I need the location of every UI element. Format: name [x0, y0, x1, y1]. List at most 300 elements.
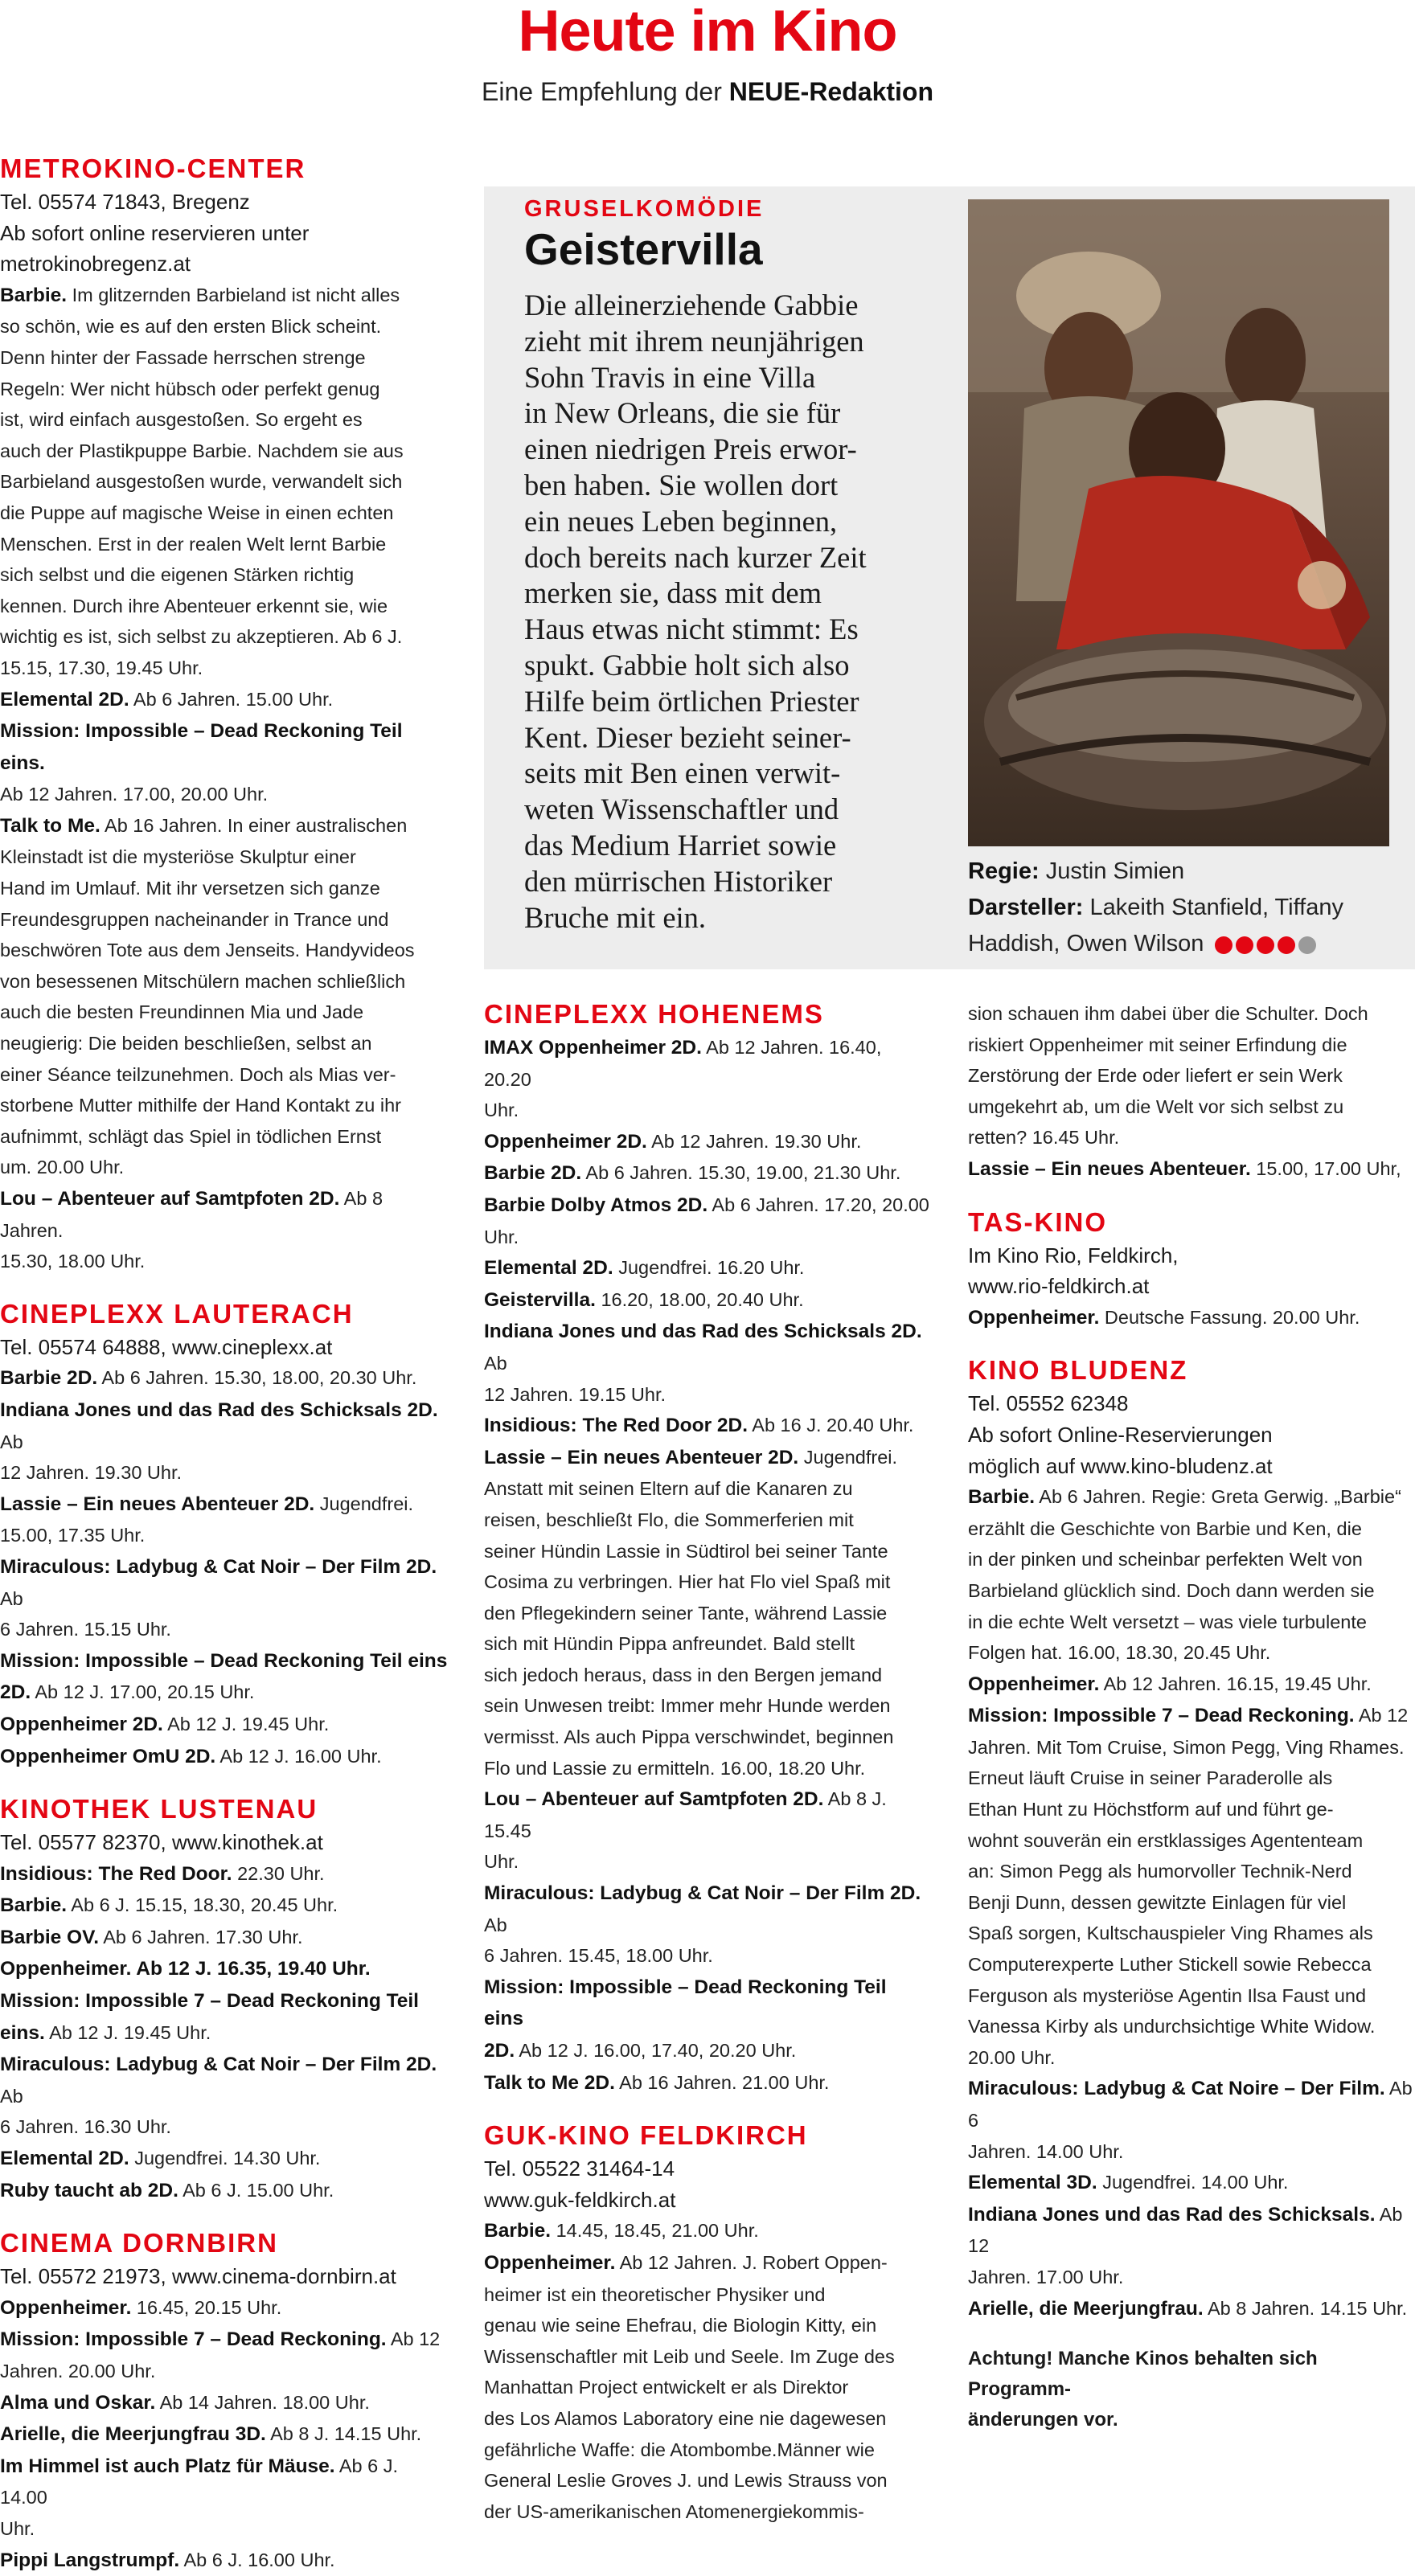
program-line — [0, 529, 450, 560]
feature-description — [524, 288, 926, 936]
program-line — [484, 1940, 931, 1972]
program-details: Wissenschaftler mit Leib und Seele. Im Zuge des — [484, 2345, 895, 2367]
program-line — [0, 2049, 450, 2111]
director-label: Regie: — [968, 858, 1040, 884]
program-line — [484, 2067, 931, 2099]
movie-title: Oppenheimer. — [484, 2251, 616, 2274]
program-details: Ab 12 — [968, 2203, 1403, 2257]
feature-credits — [968, 854, 1402, 963]
movie-title: Lassie – Ein neues Abenteuer. — [968, 1157, 1251, 1180]
program-details: Uhr. — [484, 1100, 519, 1121]
program-line — [484, 2310, 931, 2341]
cinema-name: KINOTHEK LUSTENAU — [0, 1794, 318, 1824]
program-details: Cosima zu verbringen. Hier hat Flo viel Spaß mit — [484, 1571, 891, 1593]
program-line — [968, 1091, 1415, 1123]
movie-title: Barbie. — [0, 284, 68, 306]
program-details: von besessenen Mitschülern machen schließlich — [0, 970, 406, 992]
program-line — [968, 2042, 1415, 2074]
program-details: beschwören Tote aus dem Jenseits. Handyvideos — [0, 940, 415, 961]
feature-title: Geistervilla — [524, 224, 763, 274]
program-details: sein Unwesen treibt: Immer mehr Hunde werden — [484, 1695, 891, 1717]
program-line — [968, 1122, 1415, 1153]
program-line — [484, 1032, 931, 1095]
program-details: Kleinstadt ist die mysteriöse Skulptur einer — [0, 846, 356, 868]
program-line — [484, 1628, 931, 1660]
program-details: die Puppe auf magische Weise in einen echten — [0, 502, 394, 523]
program-details: Ab 12 Jahren. 19.30 Uhr. — [646, 1130, 862, 1152]
movie-title: Barbie Dolby Atmos 2D. — [484, 1194, 708, 1216]
movie-title: Lou – Abenteuer auf Samtpfoten 2D. — [0, 1188, 340, 1210]
program-line — [484, 2247, 931, 2279]
movie-title: Elemental 3D. — [968, 2172, 1097, 2194]
movie-title: Elemental 2D. — [0, 2148, 129, 2170]
movie-title: Talk to Me. — [0, 814, 100, 837]
program-line — [968, 2199, 1415, 2262]
program-line — [0, 779, 450, 810]
movie-title: IMAX Oppenheimer 2D. — [484, 1037, 702, 1059]
program-line — [0, 1645, 450, 1677]
movie-title: 2D. — [0, 1681, 31, 1704]
program-details: Ab — [0, 1587, 23, 1609]
program-details: Uhr. — [484, 1226, 519, 1247]
program-details: wohnt souverän ein erstklassiges Agententeam — [968, 1829, 1364, 1851]
rating-dot-filled — [1278, 936, 1295, 954]
program-line — [484, 1536, 931, 1567]
column-left — [0, 153, 450, 2576]
program-details: Uhr. — [0, 2517, 35, 2539]
section-gap — [0, 2206, 450, 2227]
program-line — [484, 2341, 931, 2373]
movie-title: Geistervilla. — [484, 1288, 596, 1311]
cinema-info: Ab sofort Online-Reservierungen — [968, 1422, 1273, 1447]
program-details: Ab 12 Jahren. 17.00, 20.00 Uhr. — [0, 784, 269, 805]
program-details: vermisst. Als auch Pippa verschwindet, beginnen — [484, 1726, 894, 1748]
program-details: reisen, beschließt Flo, die Sommerferien mit — [484, 1509, 854, 1530]
program-line — [968, 1825, 1415, 1857]
movie-title: Arielle, die Meerjungfrau 3D. — [0, 2423, 266, 2446]
cinema-info: möglich auf www.kino-bludenz.at — [968, 1453, 1273, 1478]
program-line — [0, 1362, 450, 1394]
program-line — [484, 1753, 931, 1784]
feature-description-line: Hilfe beim örtlichen Priester — [524, 684, 859, 718]
cinema-info: Tel. 05577 82370, www.kinothek.at — [0, 1830, 323, 1855]
program-line — [968, 2073, 1415, 2136]
cast-label: Darsteller: — [968, 895, 1084, 920]
program-details: Ab — [484, 1352, 507, 1374]
program-line — [0, 1741, 450, 1773]
program-details: aufnimmt, schlägt das Spiel in tödlichen Ernst — [0, 1125, 382, 1147]
page-title: Heute im Kino — [518, 0, 897, 63]
movie-title: Oppenheimer 2D. — [484, 1130, 647, 1153]
cinema-name: TAS-KINO — [968, 1206, 1108, 1237]
movie-title: Elemental 2D. — [484, 1257, 613, 1280]
program-details: sion schauen ihm dabei über die Schulter. Doch — [968, 1003, 1368, 1024]
movie-title: Miraculous: Ladybug & Cat Noire – Der Film. — [968, 2078, 1385, 2100]
program-line — [968, 1060, 1415, 1091]
column-middle — [484, 998, 931, 2527]
program-details: Manhattan Project entwickelt er als Direktor — [484, 2377, 849, 2398]
movie-title: eins. — [0, 2021, 45, 2044]
program-details: Ab 16 Jahren. 21.00 Uhr. — [614, 2071, 830, 2093]
program-details: Barbieland glücklich sind. Doch dann werden sie — [968, 1579, 1375, 1601]
program-line — [0, 280, 450, 312]
program-details: seiner Hündin Lassie in Südtirol bei seiner Tante — [484, 1540, 888, 1562]
program-line — [484, 1722, 931, 1753]
program-line — [0, 1489, 450, 1521]
program-details: Regeln: Wer nicht hübsch oder perfekt genug — [0, 378, 380, 399]
program-details: Ferguson als mysteriöse Agentin Ilsa Faust und — [968, 1984, 1367, 2006]
program-line — [0, 997, 450, 1028]
movie-title: Barbie 2D. — [484, 1162, 582, 1185]
program-line — [0, 842, 450, 873]
program-line — [0, 404, 450, 436]
cast-line — [968, 890, 1402, 926]
program-details: Jugendfrei. — [314, 1493, 414, 1514]
program-details: so schön, wie es auf den ersten Blick scheint. — [0, 316, 382, 338]
program-line — [484, 2279, 931, 2311]
program-line — [484, 1690, 931, 1722]
program-line — [0, 1246, 450, 1277]
movie-title: Miraculous: Ladybug & Cat Noir – Der Film 2D. — [0, 2054, 437, 2076]
program-line — [968, 1481, 1415, 1513]
program-details: Ab — [484, 1914, 507, 1935]
program-details: Ab 6 Jahren. Regie: Greta Gerwig. „Barbie“ — [1035, 1486, 1401, 1508]
rating-dot-filled — [1215, 936, 1232, 954]
program-details: Ab 12 Jahren. 16.40, 20.20 — [484, 1037, 882, 1090]
movie-title: Arielle, die Meerjungfrau. — [968, 2297, 1204, 2320]
section-gap — [484, 2099, 931, 2119]
program-details: Ab 8 J. 14.15 Uhr. — [265, 2423, 422, 2445]
program-line — [968, 2293, 1415, 2325]
program-details: Ab 6 Jahren. 17.30 Uhr. — [99, 1926, 303, 1947]
program-details: Ab 16 Jahren. In einer australischen — [100, 814, 408, 836]
program-details: Ab 12 — [386, 2328, 441, 2350]
program-details: sich mit Hündin Pippa anfreundet. Bald stellt — [484, 1633, 855, 1655]
program-details: den Pflegekindern seiner Tante, während Lassie — [484, 1602, 888, 1624]
movie-title: Miraculous: Ladybug & Cat Noir – Der Film 2D. — [0, 1555, 437, 1578]
program-line — [0, 2175, 450, 2207]
program-line — [484, 2403, 931, 2435]
section-gap — [968, 1186, 1415, 1206]
program-line — [484, 2215, 931, 2247]
program-line — [968, 2136, 1415, 2168]
program-details: Ab 6 Jahren. 15.30, 18.00, 20.30 Uhr. — [97, 1367, 417, 1389]
program-details: sich jedoch heraus, dass in den Bergen jemand — [484, 1664, 883, 1685]
program-line — [968, 2011, 1415, 2042]
program-details: Jugendfrei. 16.20 Uhr. — [613, 1257, 805, 1279]
program-line — [968, 1637, 1415, 1669]
feature-description-line: seits mit Ben einen verwit- — [524, 756, 841, 790]
cinema-info: Tel. 05572 21973, www.cinema-dornbirn.at — [0, 2264, 396, 2289]
program-details: Ab 6 — [968, 2078, 1413, 2131]
feature-description-line: Sohn Travis in eine Villa — [524, 360, 816, 394]
program-line — [968, 1544, 1415, 1575]
program-details: 15.15, 17.30, 19.45 Uhr. — [0, 657, 203, 678]
program-line — [484, 1566, 931, 1598]
movie-title: Oppenheimer 2D. — [0, 1713, 163, 1735]
program-line — [484, 1252, 931, 1284]
program-line — [484, 1878, 931, 1940]
movie-title: Mission: Impossible 7 – Dead Reckoning. — [968, 1705, 1355, 1727]
program-line — [484, 1410, 931, 1442]
program-details: Benji Dunn, dessen gewitzte Einlagen für viel — [968, 1891, 1347, 1913]
program-details: Deutsche Fassung. 20.00 Uhr. — [1099, 1306, 1360, 1328]
movie-title: 2D. — [484, 2040, 515, 2062]
cinema-info: www.rio-feldkirch.at — [968, 1274, 1150, 1299]
movie-title: Lassie – Ein neues Abenteuer 2D. — [484, 1446, 799, 1468]
program-details: heimer ist ein theoretischer Physiker und — [484, 2283, 826, 2305]
program-line — [0, 621, 450, 653]
program-line — [968, 1030, 1415, 1061]
program-line — [0, 1457, 450, 1489]
program-line — [0, 1520, 450, 1551]
feature-description-line: spukt. Gabbie holt sich also — [524, 648, 850, 682]
program-details: Vanessa Kirby als undurchsichtige White Widow. — [968, 2016, 1376, 2037]
program-details: Zerstörung der Erde oder liefert er sein Werk — [968, 1065, 1343, 1087]
movie-title: Indiana Jones und das Rad des Schicksals. — [968, 2203, 1376, 2226]
program-details: ist, wird einfach ausgestoßen. So ergeht es — [0, 409, 363, 431]
movie-title: Oppenheimer OmU 2D. — [0, 1745, 216, 1767]
program-details: einer Séance teilzunehmen. Doch als Mias ver- — [0, 1063, 396, 1085]
program-line — [0, 2451, 450, 2513]
program-details: 6 Jahren. 16.30 Uhr. — [0, 2116, 171, 2138]
program-line — [0, 1614, 450, 1645]
program-line — [0, 466, 450, 498]
feature-description-line: Haus etwas nicht stimmt: Es — [524, 612, 859, 646]
program-line — [484, 2496, 931, 2528]
program-line — [0, 684, 450, 716]
program-line — [0, 374, 450, 405]
movie-title: Barbie. — [968, 1486, 1036, 1509]
program-line — [0, 498, 450, 529]
feature-description-line: den mürrischen Historiker — [524, 864, 833, 898]
program-details: Ab 8 J. 15.45 — [484, 1788, 887, 1841]
program-details: Menschen. Erst in der realen Welt lernt Barbie — [0, 533, 387, 555]
notice-line: Achtung! Manche Kinos behalten sich Programm- — [968, 2348, 1318, 2401]
program-details: Computerexperte Luther Stickell sowie Rebecca — [968, 1954, 1372, 1976]
cinema-info: metrokinobregenz.at — [0, 252, 191, 276]
program-details: erzählt die Geschichte von Barbie und Ken, die — [968, 1517, 1362, 1539]
program-details: an: Simon Pegg als humorvoller Technik-Nerd — [968, 1861, 1352, 1882]
rating-dot-filled — [1236, 936, 1253, 954]
feature-description-line: doch bereits nach kurzer Zeit — [524, 540, 867, 574]
program-line — [968, 1918, 1415, 1949]
cast-line-2 — [968, 926, 1402, 963]
cinema-name: GUK-KINO FELDKIRCH — [484, 2120, 808, 2151]
director-name: Justin Simien — [1045, 858, 1185, 884]
page-subtitle — [0, 76, 1415, 108]
program-line — [0, 559, 450, 591]
rating-dot-empty — [1298, 936, 1316, 954]
feature-description-line: zieht mit ihrem neunjährigen — [524, 324, 864, 358]
program-details: 12 Jahren. 19.30 Uhr. — [0, 1462, 183, 1484]
program-details: wichtig es ist, sich selbst zu akzeptieren. Ab 6 J. — [0, 626, 403, 648]
program-line — [0, 1121, 450, 1153]
program-details: Jahren. Mit Tom Cruise, Simon Pegg, Ving Rhames. — [968, 1736, 1405, 1758]
cinema-name: KINO BLUDENZ — [968, 1355, 1188, 1386]
program-line — [968, 1949, 1415, 1980]
feature-description-line: in New Orleans, die sie für — [524, 396, 841, 430]
movie-title: Elemental 2D. — [0, 688, 129, 711]
program-line — [0, 653, 450, 684]
program-line — [0, 1890, 450, 1922]
cinema-name: CINEMA DORNBIRN — [0, 2228, 278, 2259]
program-details: 20.00 Uhr. — [968, 2046, 1056, 2068]
program-details: Folgen hat. 16.00, 18.30, 20.45 Uhr. — [968, 1642, 1271, 1664]
program-details: sich selbst und die eigenen Stärken richtig — [0, 564, 355, 586]
feature-description-line: ben haben. Sie wollen dort — [524, 468, 839, 502]
feature-genre: GRUSELKOMÖDIE — [524, 196, 765, 222]
program-line — [0, 2292, 450, 2324]
program-line — [0, 1059, 450, 1091]
program-line — [484, 1598, 931, 1629]
program-details: der US-amerikanischen Atomenergiekommis- — [484, 2500, 864, 2522]
movie-title: Mission: Impossible 7 – Dead Reckoning Teil — [0, 1990, 419, 2013]
program-line — [484, 1473, 931, 1505]
program-details: Ab 12 J. 17.00, 20.15 Uhr. — [31, 1681, 255, 1703]
program-details: des Los Alamos Laboratory eine nie dagewesen — [484, 2407, 887, 2429]
program-line — [0, 342, 450, 374]
cinema-info: www.guk-feldkirch.at — [484, 2187, 676, 2212]
program-line — [0, 873, 450, 904]
program-line — [484, 1284, 931, 1317]
feature-description-line: das Medium Harriet sowie — [524, 828, 837, 862]
movie-title: Miraculous: Ladybug & Cat Noir – Der Film 2D. — [484, 1882, 921, 1905]
program-details: um. 20.00 Uhr. — [0, 1157, 125, 1178]
program-details: 6 Jahren. 15.15 Uhr. — [0, 1619, 171, 1640]
cinema-info: Tel. 05574 71843, Bregenz — [0, 190, 250, 214]
program-line — [484, 1442, 931, 1474]
program-line — [968, 1794, 1415, 1825]
program-details: Ab 6 J. 15.00 Uhr. — [178, 2179, 334, 2201]
program-line — [484, 1157, 931, 1190]
program-details: Ab 8 Jahren. — [0, 1188, 383, 1241]
program-details: Ab 8 Jahren. 14.15 Uhr. — [1203, 2297, 1408, 2319]
movie-title: Oppenheimer. — [968, 1673, 1100, 1695]
movie-still-image — [968, 199, 1389, 846]
movie-title: Ruby taucht ab 2D. — [0, 2179, 178, 2201]
program-details: Ab 6 J. 16.00 Uhr. — [179, 2549, 335, 2570]
program-line — [0, 2017, 450, 2050]
program-line — [484, 2035, 931, 2067]
movie-title: Alma und Oskar. — [0, 2391, 156, 2414]
program-line — [484, 1660, 931, 1691]
program-details: gefährliche Waffe: die Atombombe.Männer wie — [484, 2439, 875, 2460]
program-details: Hand im Umlauf. Mit ihr versetzen sich ganze — [0, 878, 380, 899]
program-line — [0, 2513, 450, 2545]
program-line — [484, 1190, 931, 1222]
feature-description-line: Kent. Dieser bezieht seiner- — [524, 720, 851, 754]
movie-title: Mission: Impossible – Dead Reckoning Teil eins. — [0, 720, 403, 774]
program-line — [0, 2387, 450, 2419]
program-line — [484, 1972, 931, 2035]
program-details: 14.45, 18.45, 21.00 Uhr. — [551, 2220, 759, 2242]
program-line — [0, 1028, 450, 1059]
program-line — [0, 1394, 450, 1457]
cinema-name: METROKINO-CENTER — [0, 154, 306, 183]
movie-title: Talk to Me 2D. — [484, 2071, 615, 2094]
movie-title: Mission: Impossible – Dead Reckoning Teil eins — [0, 1649, 448, 1672]
program-details: Erneut läuft Cruise in seiner Paraderolle als — [968, 1767, 1333, 1789]
program-line — [484, 1505, 931, 1536]
program-details: auch die besten Freundinnen Mia und Jade — [0, 1001, 364, 1023]
program-line — [968, 1153, 1415, 1186]
program-line — [968, 1607, 1415, 1638]
program-details: Ab 6 Jahren. 15.00 Uhr. — [129, 688, 334, 710]
program-details: 22.30 Uhr. — [232, 1862, 325, 1884]
feature-description-line: ein neues Leben beginnen, — [524, 504, 838, 538]
program-details: auch der Plastikpuppe Barbie. Nachdem sie aus — [0, 440, 404, 461]
program-details: genau wie seine Ehefrau, die Biologin Kitty, ein — [484, 2315, 877, 2336]
program-line — [968, 1980, 1415, 2012]
program-line — [968, 1575, 1415, 1607]
movie-title: Barbie. — [0, 1894, 68, 1917]
program-line — [0, 311, 450, 342]
program-details: Ab 12 Jahren. J. Robert Oppen- — [615, 2251, 888, 2273]
program-details: Uhr. — [484, 1851, 519, 1873]
program-line — [0, 966, 450, 997]
program-line — [0, 810, 450, 842]
program-details: General Leslie Groves J. und Lewis Strauss von — [484, 2470, 888, 2492]
cinema-info: Ab sofort online reservieren unter — [0, 220, 310, 245]
program-details: Ab — [0, 1431, 23, 1452]
program-line — [968, 1887, 1415, 1919]
movie-title: Oppenheimer. Ab 12 J. 16.35, 19.40 Uhr. — [0, 1958, 371, 1980]
section-gap — [0, 1772, 450, 1793]
program-line — [0, 1953, 450, 1985]
feature-description-line: merken sie, dass mit dem — [524, 576, 822, 610]
program-line — [0, 591, 450, 622]
program-line — [968, 1302, 1415, 1334]
program-line — [968, 1856, 1415, 1887]
rating-dot-filled — [1257, 936, 1274, 954]
program-details: Flo und Lassie zu ermitteln. 16.00, 18.20 Uhr. — [484, 1757, 866, 1779]
program-line — [484, 1379, 931, 1411]
program-line — [0, 1922, 450, 1954]
program-line — [968, 1513, 1415, 1545]
movie-title: Oppenheimer. — [0, 2296, 132, 2319]
program-details: Barbieland ausgestoßen wurde, verwandelt sich — [0, 471, 403, 493]
program-line — [0, 1090, 450, 1121]
cinema-name: CINEPLEXX LAUTERACH — [0, 1298, 354, 1329]
program-line — [968, 2167, 1415, 2199]
program-details: Ab 16 J. 20.40 Uhr. — [748, 1415, 914, 1436]
program-details: Jahren. 14.00 Uhr. — [968, 2140, 1124, 2162]
program-details: Freundesgruppen nacheinander in Trance und — [0, 908, 389, 930]
cinema-info: Tel. 05522 31464-14 — [484, 2156, 675, 2181]
program-details: Spaß sorgen, Kultschauspieler Ving Rhames als — [968, 1923, 1373, 1944]
program-details: 15.30, 18.00 Uhr. — [0, 1251, 146, 1272]
program-line — [484, 1095, 931, 1126]
program-details: Jahren. 17.00 Uhr. — [968, 2266, 1124, 2287]
program-details: Ethan Hunt zu Höchstform auf und führt ge- — [968, 1799, 1334, 1820]
program-line — [484, 2435, 931, 2466]
program-details: Im glitzernden Barbieland ist nicht alles — [67, 284, 400, 305]
program-line — [968, 1763, 1415, 1794]
movie-title: Insidious: The Red Door 2D. — [484, 1415, 749, 1437]
program-line — [968, 1669, 1415, 1701]
program-line — [0, 1985, 450, 2017]
program-details: Ab 12 J. 16.00, 17.40, 20.20 Uhr. — [515, 2040, 797, 2061]
program-line — [0, 935, 450, 966]
program-details: Jugendfrei. 14.30 Uhr. — [129, 2148, 321, 2169]
program-line — [484, 1784, 931, 1846]
program-line — [0, 1152, 450, 1183]
program-details: 12 Jahren. 19.15 Uhr. — [484, 1383, 666, 1405]
program-details: Ab 6 J. 14.00 — [0, 2455, 398, 2508]
program-details: umgekehrt ab, um die Welt vor sich selbst zu — [968, 1096, 1344, 1117]
cinema-info: Im Kino Rio, Feldkirch, — [968, 1243, 1179, 1268]
